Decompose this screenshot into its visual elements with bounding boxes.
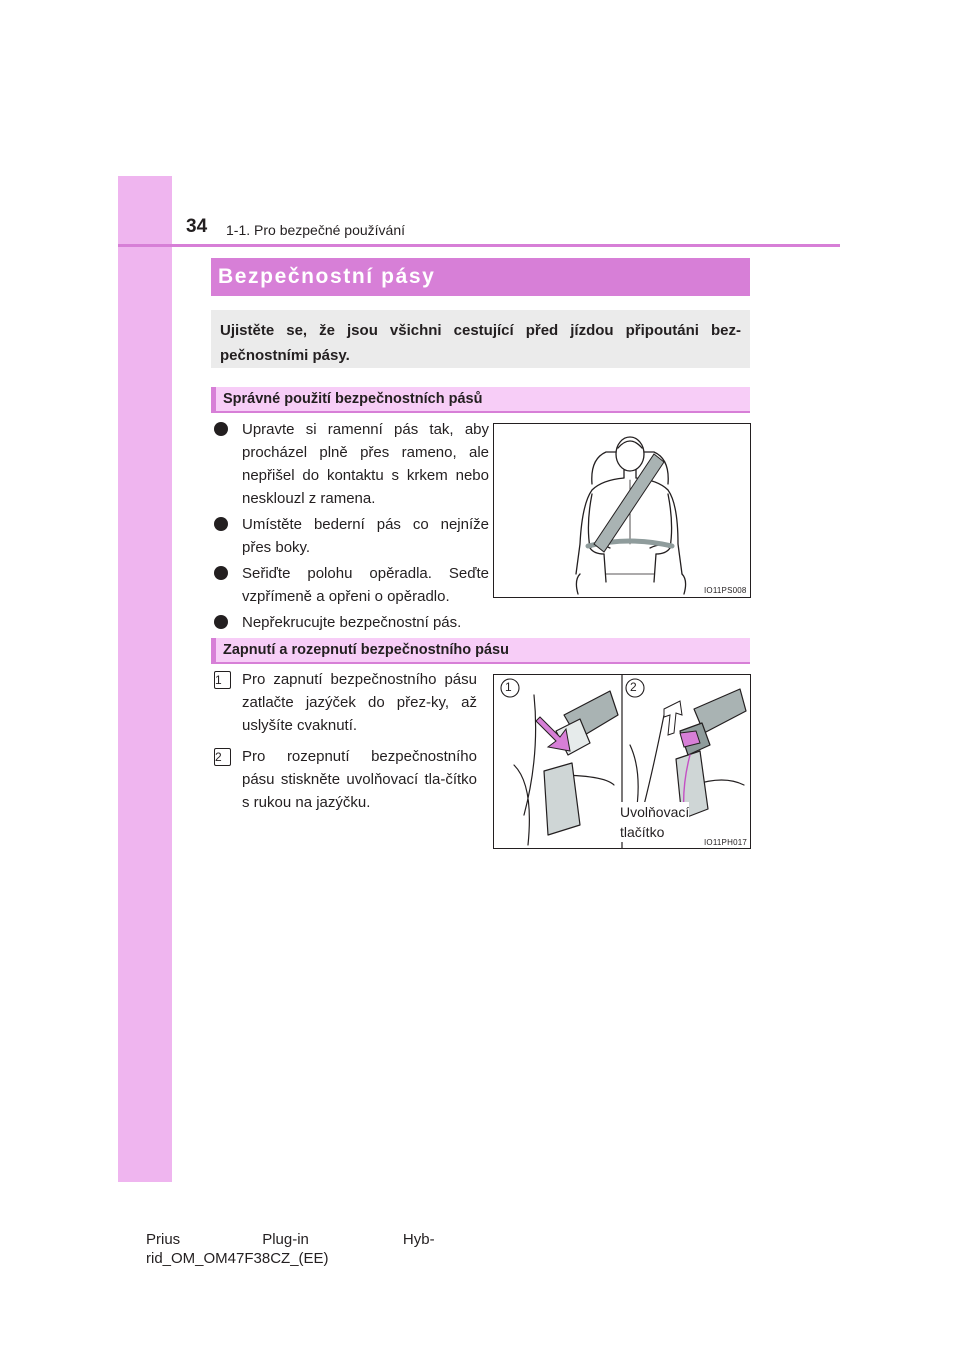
section-intro: Ujistěte se, že jsou všichni cestující před jízdou připoutáni bez-pečnostními pásy. <box>211 310 750 368</box>
panel-1-label: 1 <box>505 680 512 694</box>
fasten-steps-list <box>211 668 477 822</box>
list-item: 1 Pro zapnutí bezpečnostního pásu zatlačte jazýček do přez-ky, až uslyšíte cvaknutí. <box>215 671 477 734</box>
bullet-icon <box>214 517 228 531</box>
list-item: 2 Pro rozepnutí bezpečnostního pásu stiskněte uvolňovací tla-čítko s rukou na jazýčku. <box>215 748 477 811</box>
list-item: Seřiďte polohu opěradla. Seďte vzpřímeně a opřeni o opěradlo. <box>211 562 489 608</box>
page-footer: Prius Plug-in Hyb- rid_OM_OM47F38CZ_(EE) <box>146 1231 435 1267</box>
subheading-proper-use: Správné použití bezpečnostních pásů <box>211 387 750 413</box>
section-title: Bezpečnostní pásy <box>211 258 750 296</box>
step-number-icon: 2 <box>214 748 231 766</box>
bullet-icon <box>214 566 228 580</box>
seated-passenger-figure <box>493 423 751 598</box>
release-button-label: Uvolňovací tlačítko <box>620 804 690 840</box>
seated-passenger-illustration <box>494 424 750 597</box>
bullet-icon <box>214 615 228 629</box>
figure-code: IO11PH017 <box>704 838 748 847</box>
list-item: Nepřekrucujte bezpečnostní pás. <box>211 611 489 634</box>
page-number: 34 <box>186 216 208 237</box>
panel-2-label: 2 <box>630 680 637 694</box>
bullet-icon <box>214 422 228 436</box>
list-item: Upravte si ramenní pás tak, aby procházel plně přes rameno, ale nepřišel do kontaktu s krkem nebo nesklouzl z ramena. <box>211 418 489 510</box>
step-number-icon: 1 <box>214 671 231 689</box>
list-item: Umístěte bederní pás co nejníže přes boky. <box>211 513 489 559</box>
chapter-title: 1-1. Pro bezpečné používání <box>226 222 406 238</box>
chapter-sidebar-tab <box>118 176 172 1182</box>
proper-use-bullet-list <box>211 418 489 637</box>
figure-code: IO11PS008 <box>704 586 747 595</box>
buckle-figure <box>493 674 751 849</box>
header-rule <box>118 244 840 247</box>
subheading-fasten: Zapnutí a rozepnutí bezpečnostního pásu <box>211 638 750 664</box>
